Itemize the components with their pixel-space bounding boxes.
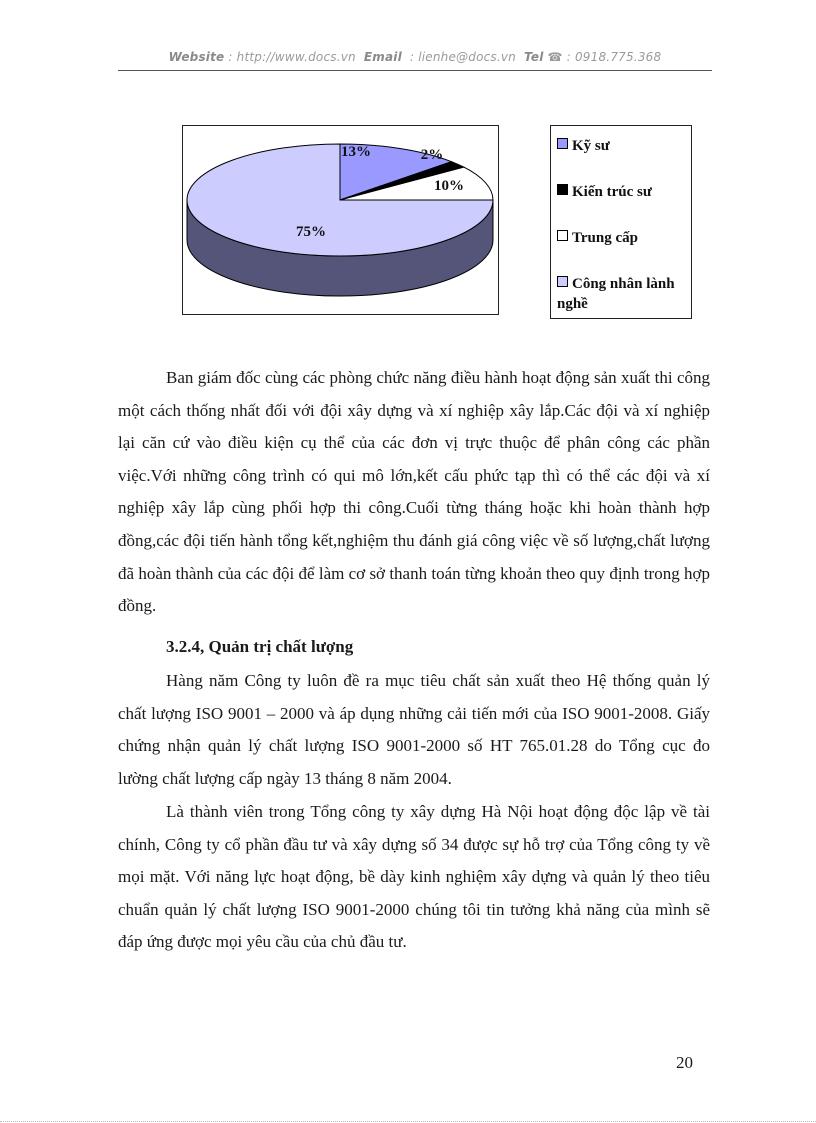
- legend-label: Kiến trúc sư: [572, 184, 652, 200]
- chart-legend: [550, 125, 692, 319]
- paragraph-text: Là thành viên trong Tổng công ty xây dựng Hà Nội hoạt động độc lập về tài chính, Công ty cổ phần đầu tư và xây dựng số 34 được sự hỗ trợ của Tổng công ty về mọi mặt. Với năng lực hoạt động, bề dày kinh nghiệm xây dựng và quản lý theo tiêu chuẩn quản lý chất lượng ISO 9001-2000 chúng tôi tin tưởng khả năng của mình sẽ đáp ứng được mọi yêu cầu của chủ đầu tư.: [118, 802, 710, 952]
- header-divider: [118, 70, 712, 71]
- pie-label-3: 75%: [296, 224, 326, 240]
- legend-swatch: [557, 138, 568, 149]
- email-label: Email: [363, 50, 402, 64]
- pie-chart-frame: [182, 125, 499, 315]
- pie-label-1: 2%: [420, 147, 444, 163]
- legend-item-trung-cap: [557, 228, 689, 248]
- paragraph-iso: [118, 665, 710, 795]
- pie-label-0: 13%: [341, 144, 371, 160]
- email-address[interactable]: : lienhe@docs.vn: [409, 50, 516, 64]
- legend-item-cong-nhan: [557, 274, 689, 314]
- page-header: [118, 50, 712, 64]
- pie-label-2: 10%: [434, 178, 464, 194]
- website-url[interactable]: : http://www.docs.vn: [228, 50, 356, 64]
- paragraph-text: Hàng năm Công ty luôn đề ra mục tiêu chất sản xuất theo Hệ thống quản lý chất lượng ISO 9001 – 2000 và áp dụng những cải tiến mới của ISO 9001-2008. Giấy chứng nhận quản lý chất lượng ISO 9001-2000 số HT 765.01.28 do Tổng cục đo lường chất lượng cấp ngày 13 tháng 8 năm 2004.: [118, 671, 710, 788]
- legend-swatch: [557, 276, 568, 287]
- page-number: 20: [676, 1053, 693, 1072]
- section-heading: 3.2.4, Quản trị chất lượng: [166, 637, 354, 656]
- paragraph-member: [118, 796, 710, 959]
- legend-item-kien-truc-su: [557, 182, 689, 202]
- legend-label: Trung cấp: [572, 230, 638, 246]
- paragraph-management: [118, 362, 710, 623]
- tel-label: Tel: [524, 50, 544, 64]
- tel-number: ☎ : 0918.775.368: [547, 50, 662, 64]
- website-label: Website: [168, 50, 225, 64]
- legend-label: Kỹ sư: [572, 138, 610, 154]
- legend-swatch: [557, 230, 568, 241]
- pie-chart: [183, 126, 498, 314]
- page-bottom-edge: [0, 1121, 816, 1122]
- legend-label: Công nhân lành nghề: [557, 276, 675, 312]
- paragraph-text: Ban giám đốc cùng các phòng chức năng điều hành hoạt động sản xuất thi công một cách thống nhất đối với đội xây dựng và xí nghiệp xây lắp.Các đội và xí nghiệp lại căn cứ vào điều kiện cụ thể của các đơn vị trực thuộc để phân công các phần việc.Với những công trình có qui mô lớn,kết cấu phức tạp thì có thể các đội và xí nghiệp xây lắp cùng phối hợp thi công.Cuối từng tháng hoặc khi hoàn thành hợp đồng,các đội tiến hành tổng kết,nghiệm thu đánh giá công việc về số lượng,chất lượng đã hoàn thành của các đội để làm cơ sở thanh toán từng khoản theo quy định trong hợp đồng.: [118, 368, 710, 616]
- legend-item-ky-su: [557, 136, 689, 156]
- legend-swatch: [557, 184, 568, 195]
